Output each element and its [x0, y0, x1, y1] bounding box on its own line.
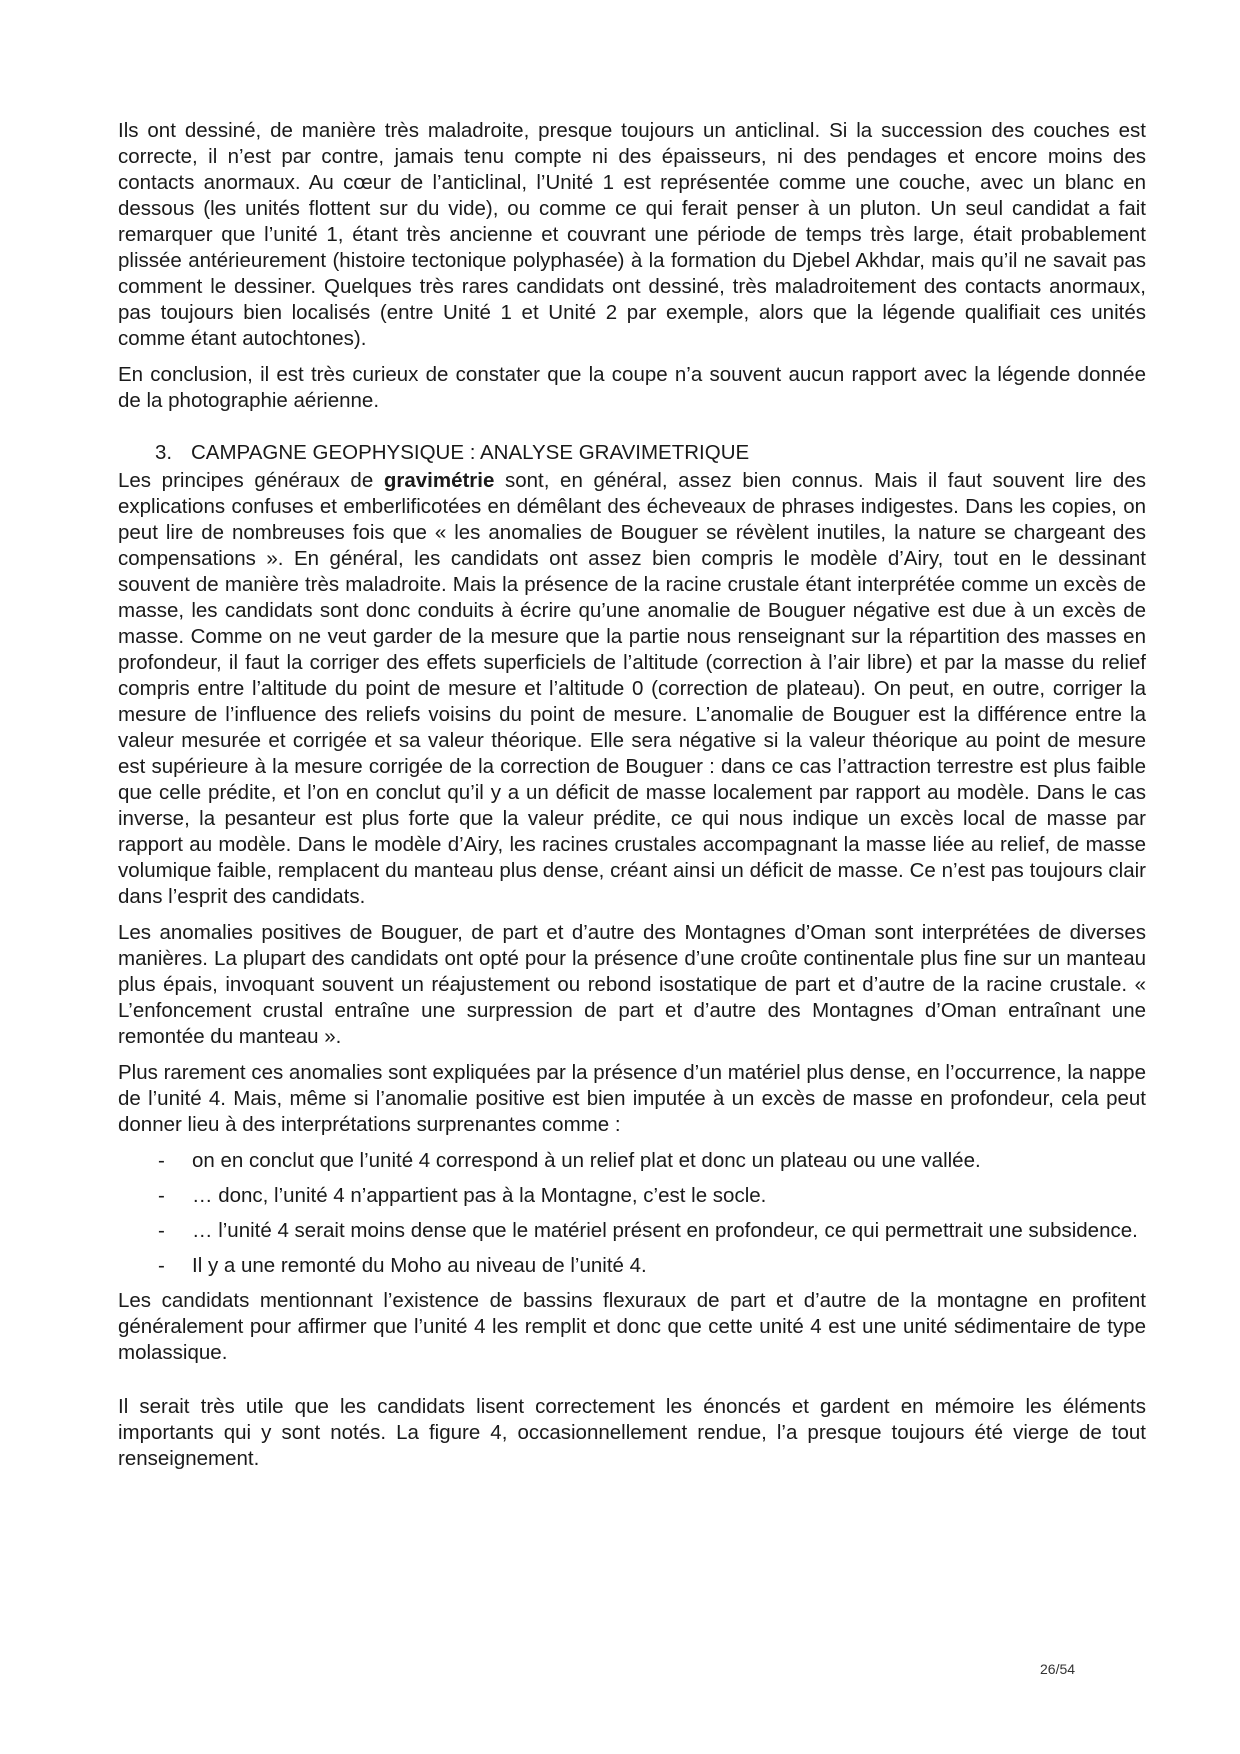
- list-item-text: on en conclut que l’unité 4 correspond à un relief plat et donc un plateau ou une vallée.: [192, 1149, 981, 1172]
- paragraph-spacer: [118, 1376, 1146, 1394]
- dash-marker: -: [158, 1219, 165, 1242]
- paragraph-conclusion: En conclusion, il est très curieux de constater que la coupe n’a souvent aucun rapport avec la légende donnée de la photographie aérienne.: [118, 363, 1146, 412]
- list-item: [118, 1183, 1146, 1209]
- section-heading: [155, 440, 1146, 466]
- gravimetry-text-before: Les principes généraux de: [118, 469, 384, 492]
- paragraph-final-remark: Il serait très utile que les candidats lisent correctement les énoncés et gardent en mémoire les éléments importants qui y sont notés. La figure 4, occasionnellement rendue, l’a presque toujours été vierge de tout renseignement.: [118, 1395, 1146, 1470]
- paragraph-gravimetry: [118, 468, 1146, 910]
- list-item-text: … donc, l’unité 4 n’appartient pas à la Montagne, c’est le socle.: [192, 1184, 767, 1207]
- page-number: 26/54: [1040, 1661, 1076, 1677]
- list-item-text: Il y a une remonté du Moho au niveau de l’unité 4.: [192, 1254, 647, 1277]
- paragraph-flexural-basins: Les candidats mentionnant l’existence de bassins flexuraux de part et d’autre de la montagne en profitent généralement pour affirmer que l’unité 4 les remplit et donc que cette unité 4 est une unité sédimentaire de type molassique.: [118, 1289, 1146, 1364]
- gravimetry-bold-term: gravimétrie: [383, 469, 495, 492]
- list-item-text: … l’unité 4 serait moins dense que le matériel présent en profondeur, ce qui permettrait une subsidence.: [192, 1219, 1138, 1242]
- gravimetry-text-after: sont, en général, assez bien connus. Mais il faut souvent lire des explications confuses et emberlificotées en démêlant des écheveaux de phrases indigestes. Dans les copies, on peut lire de nombreuses fois que « les anomalies de Bouguer se révèlent inutiles, la nature se chargeant des compensations ». En général, les candidats ont assez bien compris le modèle d’Airy, tout en le dessinant souvent de manière très maladroite. Mais la présence de la racine crustale étant interprétée comme un excès de masse, les candidats sont donc conduits à écrire qu’une anomalie de Bouguer négative est due à un excès de masse. Comme on ne veut garder de la mesure que la partie nous renseignant sur la répartition des masses en profondeur, il faut la corriger des effets superficiels de l’altitude (correction à l’air libre) et par la masse du relief compris entre l’altitude du point de mesure et l’altitude 0 (correction de plateau). On peut, en outre, corriger la mesure de l’influence des reliefs voisins du point de mesure. L’anomalie de Bouguer est la différence entre la valeur mesurée et corrigée et sa valeur théorique. Elle sera négative si la valeur théorique au point de mesure est supérieure à la mesure corrigée de la correction de Bouguer : dans ce cas l’attraction terrestre est plus faible que celle prédite, et l’on en conclut qu’il y a un déficit de masse localement par rapport au modèle. Dans le cas inverse, la pesanteur est plus forte que la valeur prédite, ce qui nous indique un excès local de masse par rapport au modèle. Dans le modèle d’Airy, les racines crustales accompagnant la masse liée au relief, de masse volumique faible, remplacent du manteau plus dense, créant ainsi un déficit de masse. Ce n’est pas toujours clair dans l’esprit des candidats.: [118, 469, 1146, 908]
- list-item: [118, 1218, 1146, 1244]
- dash-marker: -: [158, 1254, 165, 1277]
- dash-marker: -: [158, 1184, 165, 1207]
- paragraph-cross-section-critique: Ils ont dessiné, de manière très maladroite, presque toujours un anticlinal. Si la succession des couches est correcte, il n’est par contre, jamais tenu compte ni des épaisseurs, ni des pendages et encore moins des contacts anormaux. Au cœur de l’anticlinal, l’Unité 1 est représentée comme une couche, avec un blanc en dessous (les unités flottent sur du vide), ou comme ce qui ferait penser à un pluton. Un seul candidat a fait remarquer que l’unité 1, étant très ancienne et couvrant une période de temps très large, était probablement plissée antérieurement (histoire tectonique polyphasée) à la formation du Djebel Akhdar, mais qu’il ne savait pas comment le dessiner. Quelques très rares candidats ont dessiné, très maladroitement des contacts anormaux, pas toujours bien localisés (entre Unité 1 et Unité 2 par exemple, alors que la légende qualifiait ces unités comme étant autochtones).: [118, 119, 1146, 350]
- paragraph-positive-anomalies: Les anomalies positives de Bouguer, de part et d’autre des Montagnes d’Oman sont interprétées de diverses manières. La plupart des candidats ont opté pour la présence d’une croûte continentale plus fine sur un manteau plus épais, invoquant souvent un réajustement ou rebond isostatique de part et d’autre de la racine crustale. « L’enfoncement crustal entraîne une surpression de part et d’autre des Montagnes d’Oman entraînant une remontée du manteau ».: [118, 921, 1146, 1048]
- list-item: [118, 1253, 1146, 1279]
- list-item: [118, 1148, 1146, 1174]
- dash-marker: -: [158, 1149, 165, 1172]
- interpretations-list: [118, 1148, 1146, 1279]
- section-number: 3.: [155, 441, 173, 464]
- section-title: CAMPAGNE GEOPHYSIQUE : ANALYSE GRAVIMETRIQUE: [191, 441, 750, 464]
- page-content: [118, 118, 1146, 1482]
- paragraph-dense-material: Plus rarement ces anomalies sont expliquées par la présence d’un matériel plus dense, en l’occurrence, la nappe de l’unité 4. Mais, même si l’anomalie positive est bien imputée à un excès de masse en profondeur, cela peut donner lieu à des interprétations surprenantes comme :: [118, 1061, 1146, 1136]
